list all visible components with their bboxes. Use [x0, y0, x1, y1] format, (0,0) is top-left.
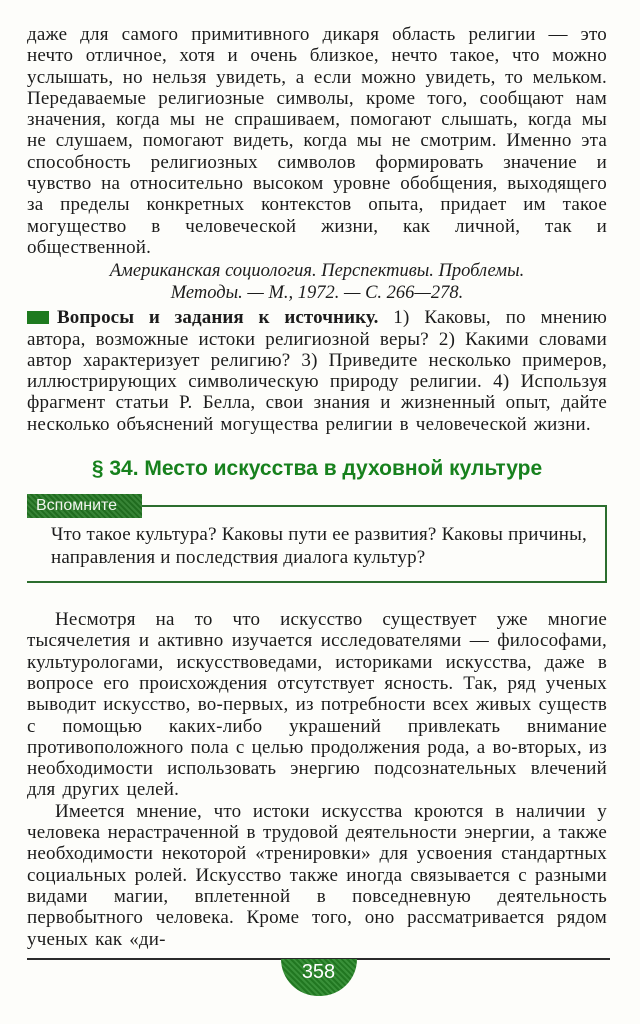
questions-text — [27, 307, 607, 435]
paragraph-continuation: даже для самого примитивного дикаря область религии — это нечто отличное, хотя и очень близкое, нечто такое, что можно услышать, но нельзя увидеть, а если можно увидеть, то мельком. Передаваемые религиозные символы, кроме того, сообщают нам значения, когда мы не спрашиваем, помогают слышать, когда мы не слушаем, помогают видеть, когда мы не смотрим. Именно эта способность религиозных символов формировать значение и чувство на относительно высоком уровне обобщения, выходящего за пределы конкретных контекстов опыта, придает им такое могущество в человеческой жизни, как личной, так и общественной. — [27, 24, 607, 258]
remember-label: Вспомните — [27, 494, 142, 518]
paragraph-art-energy: Имеется мнение, что истоки искусства кроются в наличии у человека нерастраченной в трудовой деятельности энергии, а также необходимости некоторой «тренировки» для усвоения стандартных социальных ролей. Искусство также иногда связывается с разными видами магии, вплетенной в повседневную деятельность первобытного человека. Кроме того, оно рассматривается рядом ученых как «ди- — [27, 800, 607, 950]
questions-label: Вопросы и задания к источнику. — [57, 307, 379, 329]
page-content — [27, 24, 607, 954]
paragraph-art-origins: Несмотря на то что искусство существует уже многие тысячелетия и активно изучается исследователями — философами, культурологами, искусствоведами, историками искусства, даже в вопросе его происхождения отсутствует ясность. Так, ряд ученых выводит искусство, во-первых, из потребности всех живых существ с помощью каких-либо украшений привлекать внимание противоположного пола с целью продолжения рода, а во-вторых, из необходимости использовать энергию подсознательных влечений для других целей. — [27, 609, 607, 801]
citation-line-2: Методы. — М., 1972. — С. 266—278. — [170, 282, 464, 303]
source-citation — [27, 261, 607, 304]
remember-text: Что такое культура? Каковы пути ее развития? Каковы причины, направления и последствия диалога культур? — [51, 524, 587, 568]
section-heading: § 34. Место искусства в духовной культуре — [91, 457, 543, 481]
green-marker-bar-icon — [27, 311, 49, 324]
questions-body: 1) Каковы, по мнению автора, возможные истоки религиозной веры? 2) Какими словами автор характеризует религию? 3) Приведите несколько примеров, иллюстрирующих символическую природу религии. 4) Используя фрагмент статьи Р. Белла, свои знания и жизненный опыт, дайте несколько объяснений могущества религии в человеческой жизни. — [27, 307, 607, 435]
page-footer — [27, 958, 610, 996]
page-number-badge: 358 — [281, 959, 357, 996]
citation-line-1: Американская социология. Перспективы. Проблемы. — [109, 261, 525, 282]
questions-block — [27, 307, 607, 435]
remember-block — [27, 494, 607, 583]
